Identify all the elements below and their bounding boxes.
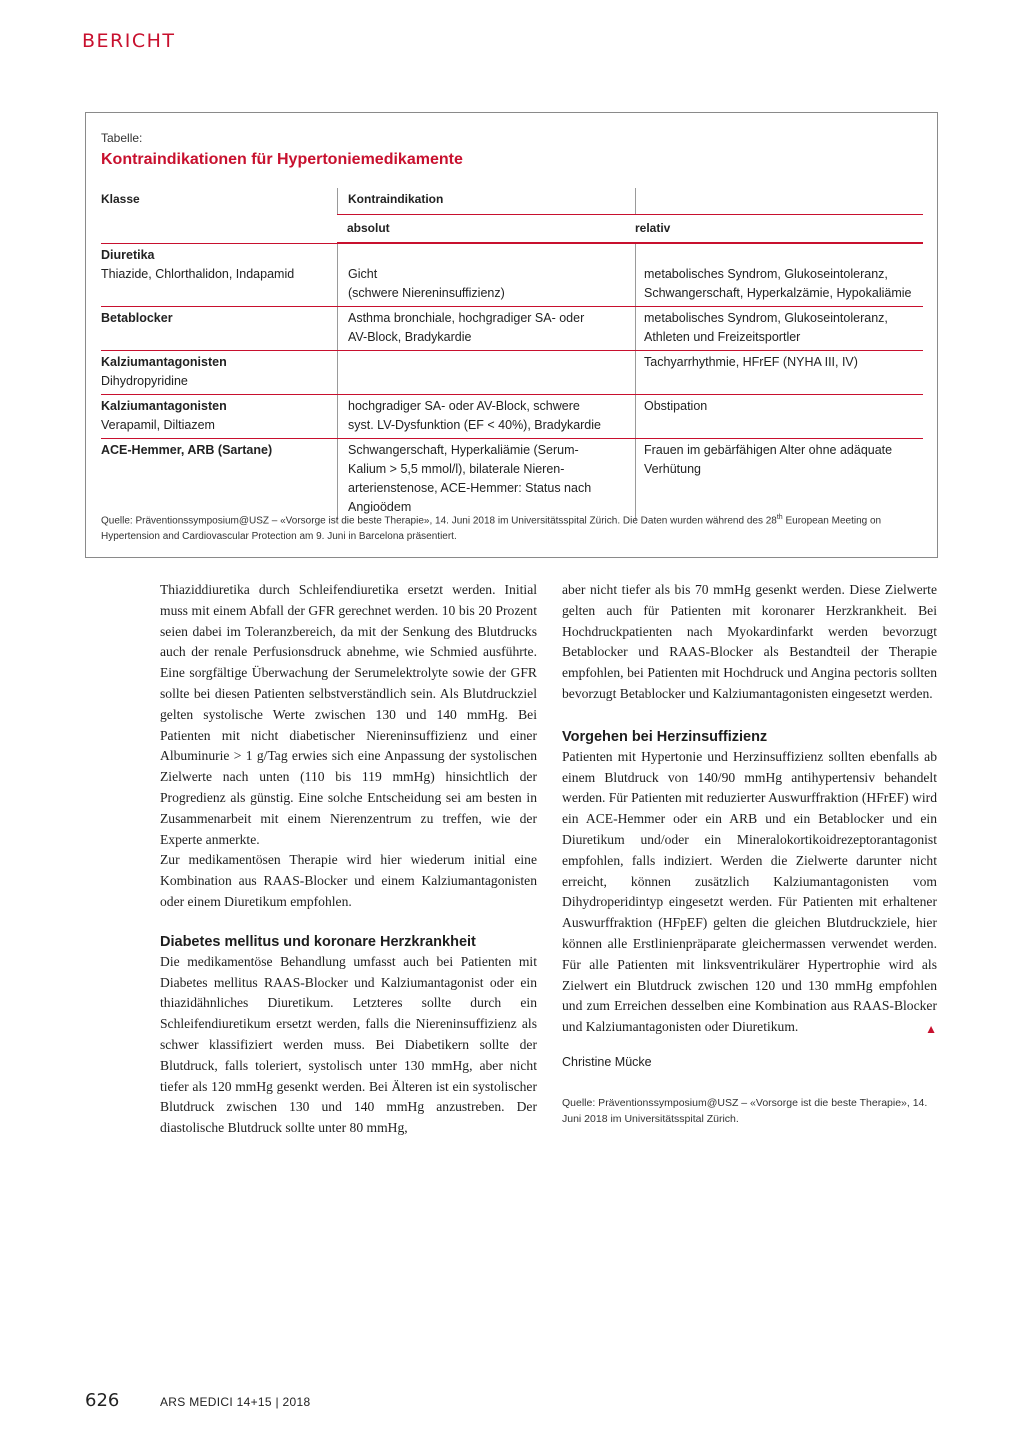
absolute-line: (schwere Niereninsuffizienz) <box>348 286 505 300</box>
table-body <box>101 243 923 520</box>
table-row <box>101 395 923 439</box>
cell-absolute <box>337 439 635 520</box>
author: Christine Mücke <box>562 1054 652 1069</box>
left-column <box>160 580 537 1139</box>
class-name: Diuretika <box>101 248 155 262</box>
col-header-absolute: absolut <box>347 221 390 235</box>
cell-relative <box>635 244 923 306</box>
relative-line: Athleten und Freizeitsportler <box>644 330 801 344</box>
article-source: Quelle: Präventionssymposium@USZ – «Vorsorge ist die beste Therapie», 14. Juni 2018 im Universitätsspital Zürich. <box>562 1096 928 1125</box>
class-name: Betablocker <box>101 311 173 325</box>
col-header-class: Klasse <box>101 192 140 206</box>
absolute-line: hochgradiger SA- oder AV-Block, schwere <box>348 399 580 413</box>
cell-relative <box>635 395 923 438</box>
cell-absolute <box>337 307 635 350</box>
page-number: 626 <box>85 1390 120 1411</box>
class-subtext: Thiazide, Chlorthalidon, Indapamid <box>101 267 295 281</box>
section-heading: Vorgehen bei Herzinsuffizienz <box>562 728 768 745</box>
absolute-line: Asthma bronchiale, hochgradiger SA- oder <box>348 311 585 325</box>
relative-line: metabolisches Syndrom, Glukoseintoleranz, <box>644 311 888 325</box>
class-subtext: Dihydropyridine <box>101 374 188 388</box>
cell-class <box>101 307 337 350</box>
paragraph: Die medikamentöse Behandlung umfasst auch bei Patienten mit Diabetes mellitus RAAS-Blocker und Kalziumantagonist oder ein thiazidähnliches Diuretikum. Letzteres sollte durch ein Schleifendiuretikum ersetzt werden, falls die Niereninsuffizienz als schwer klassifiziert werden muss. Bei Diabetikern sollte der Blutdruck, falls toleriert, systolisch unter 130 mmHg, aber nicht tiefer als 120 mmHg gesenkt werden. Bei Älteren ist ein systolischer Blutdruck zwischen 130 und 140 mmHg anzustreben. Der diastolische Blutdruck sollte unter 80 mmHg, <box>160 953 537 1136</box>
absolute-line: Angioödem <box>348 500 412 514</box>
absolute-line: syst. LV-Dysfunktion (EF < 40%), Bradykardie <box>348 418 601 432</box>
class-name: ACE-Hemmer, ARB (Sartane) <box>101 443 273 457</box>
end-mark-icon: ▲ <box>925 1022 937 1037</box>
relative-line: Verhütung <box>644 462 701 476</box>
col-header-contraindication: Kontraindikation <box>337 188 635 214</box>
table-header-row <box>101 188 923 214</box>
journal-name: ARS MEDICI 14+15 | 2018 <box>160 1395 311 1409</box>
section-label: BERICHT <box>82 30 176 52</box>
relative-line: Schwangerschaft, Hyperkalzämie, Hypokaliämie <box>644 286 912 300</box>
absolute-line: arterienstenose, ACE-Hemmer: Status nach <box>348 481 592 495</box>
table-row <box>101 351 923 395</box>
cell-class <box>101 351 337 394</box>
cell-absolute <box>337 244 635 306</box>
table-row <box>101 439 923 520</box>
table-row <box>101 243 923 307</box>
relative-line: Frauen im gebärfähigen Alter ohne adäquate <box>644 443 893 457</box>
paragraph: Zur medikamentösen Therapie wird hier wiederum initial eine Kombination aus RAAS-Blocker und einem Kalziumantagonisten oder einem Diuretikum empfohlen. <box>160 852 537 909</box>
table-subheader-row <box>337 214 923 243</box>
cell-class <box>101 439 337 520</box>
absolute-line: Kalium > 5,5 mmol/l), bilaterale Nieren- <box>348 462 565 476</box>
cell-class <box>101 395 337 438</box>
col-header-relative: relativ <box>635 221 671 235</box>
cell-absolute <box>337 351 635 394</box>
relative-line: metabolisches Syndrom, Glukoseintoleranz, <box>644 267 888 281</box>
table-source: Quelle: Präventionssymposium@USZ – «Vorsorge ist die beste Therapie», 14. Juni 2018 im Universitätsspital Zürich. Die Daten wurden während des 28th European Meeting on Hypertension and Cardiovascular Protection am 9. Juni in Barcelona präsentiert. <box>101 514 882 543</box>
section-heading: Diabetes mellitus und koronare Herzkrankheit <box>160 933 476 950</box>
contraindication-table <box>101 188 923 520</box>
paragraph: Thiaziddiuretika durch Schleifendiuretika ersetzt werden. Initial muss mit einem Abfall der GFR gerechnet werden. 10 bis 20 Prozent seien dabei im Toleranzbereich, da mit der Senkung des Blutdrucks auch der renale Perfusionsdruck abnehme, wie Schmied ausführte. Eine sorgfältige Überwachung der Serumelektrolyte sowie der GFR sollte bei diesen Patienten selbstverständlich sein. Als Blutdruckziel gelten systolische Werte zwischen 130 und 140 mmHg. Bei Patienten mit nicht diabetischer Niereninsuffizienz und einer Albuminurie > 1 g/Tag erwies sich eine Anpassung der systolischen Zielwerte nach unten (110 bis 119 mmHg) hinsichtlich der Progredienz als günstig. Eine solche Entscheidung sei am besten in Zusammenarbeit mit einem Nierenzentrum zu treffen, wie der Experte anmerkte. <box>160 582 537 847</box>
table-box <box>85 112 938 558</box>
col-header-empty <box>635 188 923 214</box>
absolute-line: AV-Block, Bradykardie <box>348 330 472 344</box>
absolute-line: Gicht <box>348 267 378 281</box>
class-name: Kalziumantagonisten <box>101 399 227 413</box>
class-name: Kalziumantagonisten <box>101 355 227 369</box>
cell-relative <box>635 307 923 350</box>
absolute-line: Schwangerschaft, Hyperkaliämie (Serum- <box>348 443 579 457</box>
table-title: Kontraindikationen für Hypertoniemedikamente <box>101 151 463 168</box>
paragraph: aber nicht tiefer als bis 70 mmHg gesenkt werden. Diese Zielwerte gelten auch für Patienten mit koronarer Herzkrankheit. Bei Hochdruckpatienten nach Myokardinfarkt werden bevorzugt Betablocker und RAAS-Blocker als Bestandteil der Therapie empfohlen, bei Patienten mit Hochdruck und Angina pectoris sollten bevorzugt Betablocker und Kalziumantagonisten eingesetzt werden. <box>562 582 937 701</box>
table-caption: Tabelle: <box>101 131 143 145</box>
cell-absolute <box>337 395 635 438</box>
table-row <box>101 307 923 351</box>
paragraph: Patienten mit Hypertonie und Herzinsuffizienz sollten ebenfalls ab einem Blutdruck von 140/90 mmHg antihypertensiv behandelt werden. Für Patienten mit reduzierter Auswurffraktion (HFrEF) wird ein ACE-Hemmer oder ein ARB und ein Betablocker und ein Diuretikum und/oder ein Mineralokortikoidrezeptorantagonist empfohlen, falls indiziert. Werden die Zielwerte darunter nicht erreicht, können zusätzlich Kalziumantagonisten vom Dihydroperidintyp eingesetzt werden. Für Patienten mit erhaltener Auswurffraktion (HFpEF) gelten die gleichen Blutdruckziele, hier können alle Erstlinienpräparate gleichermassen verwendet werden. Für alle Patienten mit linksventrikulärer Hypertrophie wird als Zielwert ein Blutdruck zwischen 120 und 130 mmHg empfohlen und zum Erreichen desselben eine Kombination aus RAAS-Blocker und Kalziumantagonisten oder Diuretikum. ▲ <box>562 747 937 1038</box>
relative-line: Tachyarrhythmie, HFrEF (NYHA III, IV) <box>644 355 858 369</box>
relative-line: Obstipation <box>644 399 708 413</box>
class-subtext: Verapamil, Diltiazem <box>101 418 215 432</box>
cell-relative <box>635 439 923 520</box>
cell-class <box>101 244 337 306</box>
right-column <box>562 580 937 1127</box>
cell-relative <box>635 351 923 394</box>
